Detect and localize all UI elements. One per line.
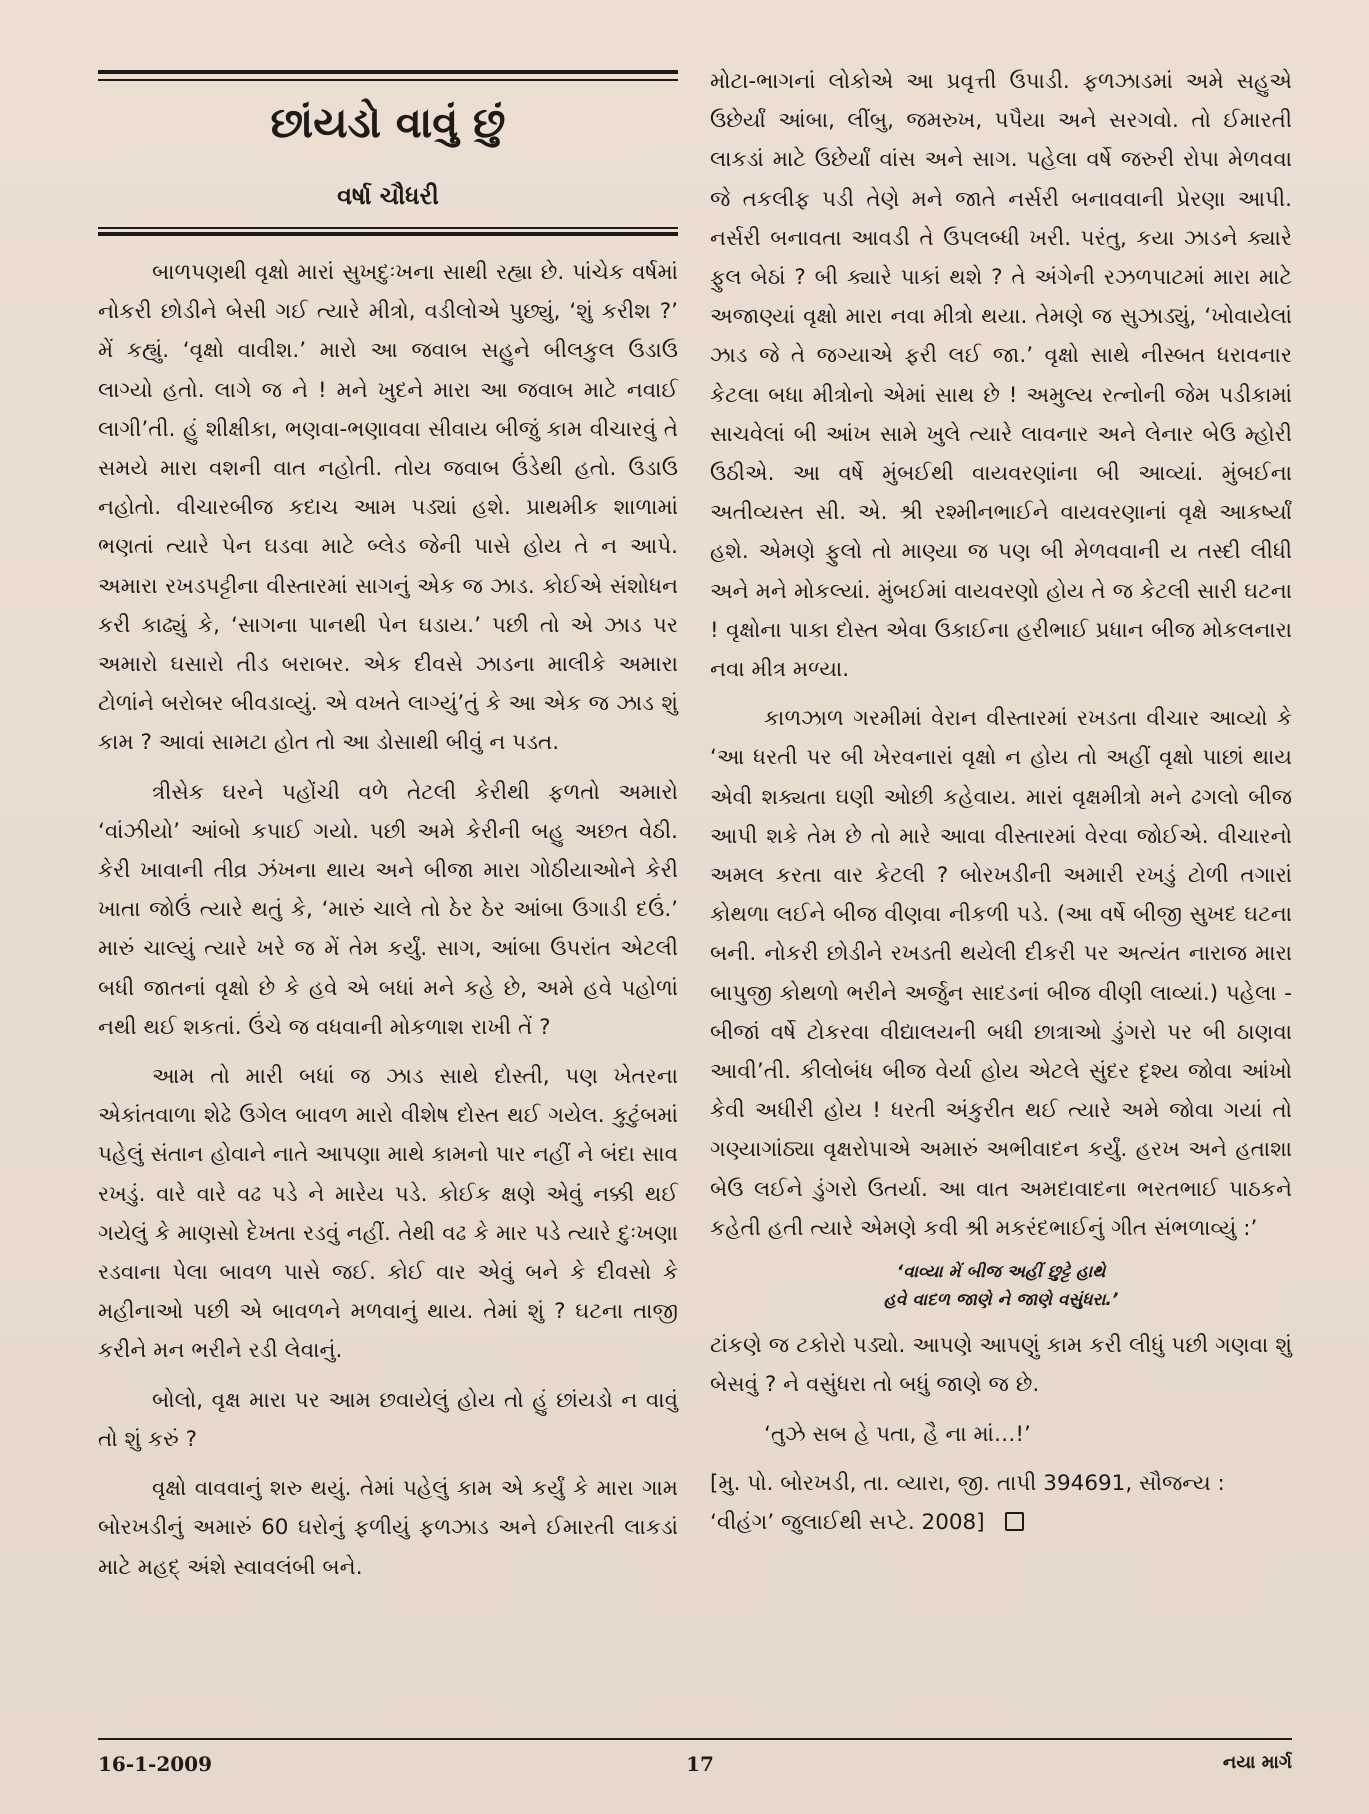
paragraph: આમ તો મારી બધાં જ ઝાડ સાથે દોસ્તી, પણ ખેતરના એકાંતવાળા શેઢે ઉગેલ બાવળ મારો વીશેષ દોસ્ત થઈ ગયેલ. કુટુંબમાં પહેલું સંતાન હોવાને નાતે આપણા માથે કામનો પાર નહીં ને બંદા સાવ રખડું. વારે વારે વઢ પડે ને મારેય પડે. કોઈક ક્ષણે એવું નક્કી થઈ ગયેલું કે માણસો દેખતા રડવું નહીં. તેથી વઢ કે માર પડે ત્યારે દુઃખણા રડવાના પેલા બાવળ પાસે જઈ. કોઈ વાર એવું બને કે દીવસો કે મહીનાઓ પછી એ બાવળને મળવાનું થાય. તેમાં શું ? ઘટના તાજી કરીને મન ભરીને રડી લેવાનું. — [98, 1064, 678, 1364]
paragraph: ત્રીસેક ઘરને પહોંચી વળે તેટલી કેરીથી ફળતો અમારો ‘વાંઝીયો’ આંબો કપાઈ ગયો. પછી અમે કેરીની બહુ અછત વેઠી. કેરી ખાવાની તીવ્ર ઝંખના થાય અને બીજા મારા ગોઠીયાઓને કેરી ખાતા જોઉં ત્યારે થતું કે, ‘મારું ચાલે તો ઠેર ઠેર આંબા ઉગાડી દઉં.’ મારું ચાલ્યું ત્યારે ખરે જ મેં તેમ કર્યું. સાગ, આંબા ઉપરાંત એટલી બધી જાતનાં વૃક્ષો છે કે હવે એ બધાં મને કહે છે, અમે હવે પહોળાં નથી થઈ શકતાં. ઉંચે જ વધવાની મોકળાશ રાખી તેં ? — [98, 779, 678, 1040]
closing-quote: ‘તુઝે સબ હે પતા, હૈ ના માં…!’ — [764, 1421, 1031, 1447]
footer-publication: નયા માર્ગ — [1222, 1752, 1292, 1773]
paragraph: મોટા-ભાગનાં લોકોએ આ પ્રવૃત્તી ઉપાડી. ફળઝાડમાં અમે સહુએ ઉછેર્યાં આંબા, લીંબુ, જમરુખ, પપૈયા અને સરગવો. તો ઈમારતી લાકડાં માટે ઉછેર્યાં વાંસ અને સાગ. પહેલા વર્ષે જરુરી રોપા મેળવવા જે તકલીફ પડી તેણે મને જાતે નર્સરી બનાવવાની પ્રેરણા આપી. નર્સરી બનાવતા આવડી તે ઉપલબ્ધી ખરી. પરંતુ, કયા ઝાડને ક્યારે ફુલ બેઠાં ? બી ક્યારે પાકાં થશે ? તે અંગેની રઝળપાટમાં મારા માટે અજાણ્યાં વૃક્ષો મારા નવા મીત્રો થયા. તેમણે જ સુઝાડ્યું, ‘ખોવાયેલાં ઝાડ જે તે જગ્યાએ ફરી લઈ જા.’ વૃક્ષો સાથે નીસ્બત ધરાવનાર કેટલા બધા મીત્રોનો એમાં સાથ છે ! અમુલ્ય રત્નોની જેમ પડીકામાં સાચવેલાં બી આંખ સામે ખુલે ત્યારે લાવનાર અને લેનાર બેઉ મ્હોરી ઉઠીએ. આ વર્ષે મુંબઈથી વાયવરણાંના બી આવ્યાં. મુંબઈના અતીવ્યસ્ત સી. એ. શ્રી રશ્મીનભાઈને વાયવરણાનાં વૃક્ષે આકર્ષ્યાં હશે. એમણે ફુલો તો માણ્યા જ પણ બી મેળવવાની ય તસ્દી લીધી અને મને મોકલ્યાં. મુંબઈમાં વાયવરણો હોય તે જ કેટલી સારી ઘટના ! વૃક્ષોના પાકા દોસ્ત એવા ઉકાઈના હરીભાઈ પ્રધાન બીજ મોકલનારા નવા મીત્ર મળ્યા. — [710, 69, 1292, 683]
paragraph: કાળઝાળ ગરમીમાં વેરાન વીસ્તારમાં રખડતા વીચાર આવ્યો કે ‘આ ધરતી પર બી ખેરવનારાં વૃક્ષો ન હોય તો અહીં વૃક્ષો પાછાં થાય એવી શક્યતા ઘણી ઓછી કહેવાય. મારાં વૃક્ષમીત્રો મને ઢગલો બીજ આપી શકે તેમ છે તો મારે આવા વીસ્તારમાં વેરવા જોઈએ. વીચારનો અમલ કરતા વાર કેટલી ? બોરખડીની અમારી રખડું ટોળી તગારાં કોથળા લઈને બીજ વીણવા નીકળી પડે. (આ વર્ષે બીજી સુખદ ઘટના બની. નોકરી છોડીને રખડતી થયેલી દીકરી પર અત્યંત નારાજ મારા બાપુજી કોથળો ભરીને અર્જુન સાદડનાં બીજ વીણી લાવ્યાં.) પહેલા - બીજાં વર્ષે ટોકરવા વીદ્યાલયની બધી છાત્રાઓ ડુંગરો પર બી ઠાણવા આવી’તી. કીલોબંધ બીજ વેર્યા હોય એટલે સુંદર દૃશ્ય જોવા આંખો કેવી અધીરી હોય ! ધરતી અંકુરીત થઈ ત્યારે અમે જોવા ગયાં તો ગણ્યાગાંઠ્યા વૃક્ષરોપાએ અમારું અભીવાદન કર્યું. હરખ અને હતાશા બેઉ લઈને ડુંગરો ઉતર્યા. આ વાત અમદાવાદના ભરતભાઈ પાઠકને કહેતી હતી ત્યારે એમણે કવી શ્રી મકરંદભાઈનું ગીત સંભળાવ્યું :’ — [710, 706, 1292, 1241]
closing-paragraph: ટાંકણે જ ટકોરો પડ્યો. આપણે આપણું કામ કરી લીધું પછી ગણવા શું બેસવું ? ને વસુંધરા તો બધું જાણે જ છે. — [710, 1333, 1292, 1398]
article-author: વર્ષા ચૌધરી — [337, 182, 439, 210]
footer-page-number: 17 — [686, 1752, 714, 1776]
article-title: છાંયડો વાવું છું — [270, 98, 506, 147]
paragraph: વૃક્ષો વાવવાનું શરુ થયું. તેમાં પહેલું કામ એ કર્યું કે મારા ગામ બોરખડીનું અમારું 60 ઘરોનું ફળીયું ફળઝાડ અને ઈમારતી લાકડાં માટે મહદ્ અંશે સ્વાવલંબી બને. — [98, 1476, 678, 1580]
title-top-rule — [98, 70, 678, 74]
footer-date: 16-1-2009 — [98, 1752, 213, 1776]
poem-quote — [710, 1258, 1292, 1314]
poem-line: હવે વાદળ જાણે ને જાણે વસુંધરા.’ — [883, 1290, 1119, 1311]
left-column — [98, 253, 678, 1597]
author-bottom-rule-thick — [98, 232, 678, 236]
author-bottom-rule — [98, 227, 678, 229]
address-line-2 — [710, 1503, 1292, 1542]
paragraph: બાળપણથી વૃક્ષો મારાં સુખદુઃખના સાથી રહ્યા છે. પાંચેક વર્ષમાં નોકરી છોડીને બેસી ગઈ ત્યારે મીત્રો, વડીલોએ પુછ્યું, ‘શું કરીશ ?’ મેં કહ્યું. ‘વૃક્ષો વાવીશ.’ મારો આ જવાબ સહુને બીલકુલ ઉડાઉ લાગ્યો હતો. લાગે જ ને ! મને ખુદને મારા આ જવાબ માટે નવાઈ લાગી’તી. હું શીક્ષીકા, ભણવા-ભણાવવા સીવાય બીજું કામ વીચારવું તે સમયે મારા વશની વાત નહોતી. તોય જવાબ ઉંડેથી હતો. ઉડાઉ નહોતો. વીચારબીજ કદાચ આમ પડ્યાં હશે. પ્રાથમીક શાળામાં ભણતાં ત્યારે પેન ઘડવા માટે બ્લેડ જેની પાસે હોય તે ન આપે. અમારા રખડપટ્ટીના વીસ્તારમાં સાગનું એક જ ઝાડ. કોઈએ સંશોધન કરી કાઢ્યું કે, ‘સાગના પાનથી પેન ઘડાય.’ પછી તો એ ઝાડ પર અમારો ઘસારો તીડ બરાબર. એક દીવસે ઝાડના માલીકે અમારા ટોળાંને બરોબર બીવડાવ્યું. એ વખતે લાગ્યું’તું કે આ એક જ ઝાડ શું કામ ? આવાં સામટા હોત તો આ ડોસાથી બીવું ન પડત. — [98, 260, 678, 756]
address-source: ‘વીહંગ’ જુલાઈથી સપ્ટે. 2008] — [710, 1509, 985, 1535]
end-mark-icon — [1005, 1512, 1024, 1531]
paragraph: બોલો, વૃક્ષ મારા પર આમ છવાયેલું હોય તો હું છાંયડો ન વાવું તો શું કરું ? — [98, 1387, 678, 1452]
address-line: [મુ. પો. બોરખડી, તા. વ્યારા, જી. તાપી 394691, સૌજન્ય : — [710, 1470, 1225, 1496]
poem-line: ‘વાવ્યા મેં બીજ અહીં છુટ્ટે હાથે — [896, 1262, 1106, 1283]
title-top-rule-thin — [98, 79, 678, 81]
footer-rule — [98, 1738, 1292, 1740]
right-column — [710, 62, 1292, 1542]
